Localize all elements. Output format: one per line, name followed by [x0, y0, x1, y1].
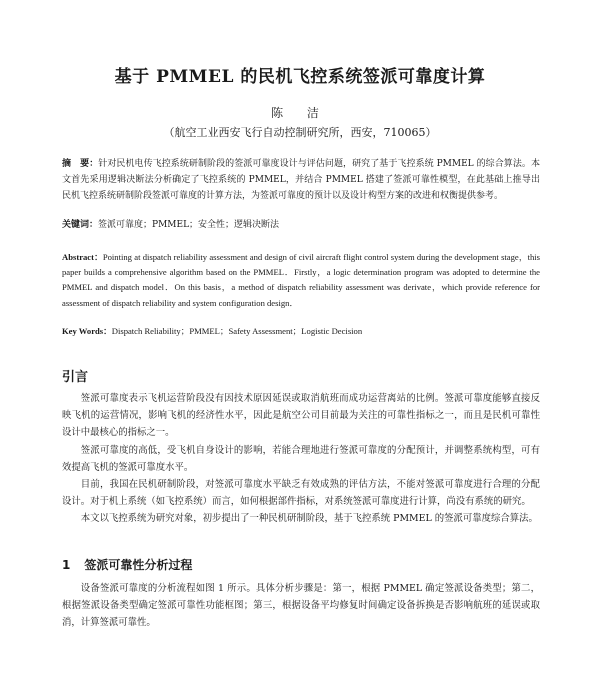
keywords-cn-label: 关键词： [62, 220, 99, 230]
abstract-cn-text: 针对民机电传飞控系统研制阶段的签派可靠度设计与评估问题，研究了基于飞控系统 PMMEL 的综合算法。本文首先采用逻辑决断法分析确定了飞控系统的 PMMEL，并结合 PMMEL 搭建了签派可靠性模型，在此基础上推导出民机飞控系统研制阶段签派可靠度的计算方法，为签派可靠度的预计以及设计构型方案的改进和权衡提供参考。 [62, 159, 540, 201]
intro-paragraph: 目前，我国在民机研制阶段，对签派可靠度水平缺乏有效成熟的评估方法，不能对签派可靠度进行合理的分配设计。对于机上系统（如飞控系统）而言，如何根据部件指标，对系统签派可靠度进行计算，尚没有系统的研究。 [62, 479, 540, 508]
keywords-cn-text: 签派可靠度；PMMEL；安全性；逻辑决断法 [98, 220, 280, 230]
abstract-cn-label: 摘 要： [62, 159, 99, 169]
abstract-cn [62, 156, 540, 204]
author-affiliation: （航空工业西安飞行自动控制研究所，西安，710065） [163, 126, 437, 139]
intro-heading: 引言 [62, 370, 89, 385]
abstract-en-label: Abstract： [62, 252, 103, 262]
intro-paragraph: 签派可靠度表示飞机运营阶段没有因技术原因延误或取消航班而成功运营离站的比例。签派可靠度能够直接反映飞机的运营情况，影响飞机的经济性水平，因此是航空公司目前最为关注的可靠性指标之一，而且是民机可靠性设计中最核心的指标之一。 [62, 393, 540, 439]
section1-number: 1 [62, 558, 71, 572]
intro-paragraph: 本文以飞控系统为研究对象，初步提出了一种民机研制阶段，基于飞控系统 PMMEL 的签派可靠度综合算法。 [80, 513, 538, 525]
abstract-en-text: Pointing at dispatch reliability assessment and design of civil aircraft flight control system during the development stage，this paper builds a comprehensive algorithm based on the PMMEL．Firstly，a logic determination program was adopted to determine the PMMEL and dispatch model．On this basis，a method of dispatch reliability assessment was derivate，which provide reference for assessment of dispatch reliability and system configuration design． [62, 252, 540, 308]
keywords-en [62, 324, 540, 338]
section1-title: 签派可靠性分析过程 [84, 558, 193, 572]
keywords-en-label: Key Words： [62, 326, 112, 336]
section1-body [62, 580, 540, 632]
abstract-en [62, 250, 540, 311]
intro-paragraph: 签派可靠度的高低，受飞机自身设计的影响，若能合理地进行签派可靠度的分配预计，并调整系统构型，可有效提高飞机的签派可靠度水平。 [62, 444, 540, 473]
section1-paragraph: 设备签派可靠度的分析流程如图 1 所示。具体分析步骤是：第一，根据 PMMEL 确定签派设备类型；第二，根据签派设备类型确定签派可靠性功能框图；第三，根据设备平均修复时间确定设备拆换是否影响航班的延误或取消，计算签派可靠性。 [62, 583, 540, 629]
intro-body [62, 390, 540, 528]
author-name: 陈 洁 [271, 106, 329, 120]
keywords-en-text: Dispatch Reliability；PMMEL；Safety Assessment；Logistic Decision [111, 326, 363, 336]
paper-title: 基于 PMMEL 的民机飞控系统签派可靠度计算 [114, 67, 486, 87]
section1-heading [62, 556, 192, 573]
keywords-cn [62, 218, 540, 232]
